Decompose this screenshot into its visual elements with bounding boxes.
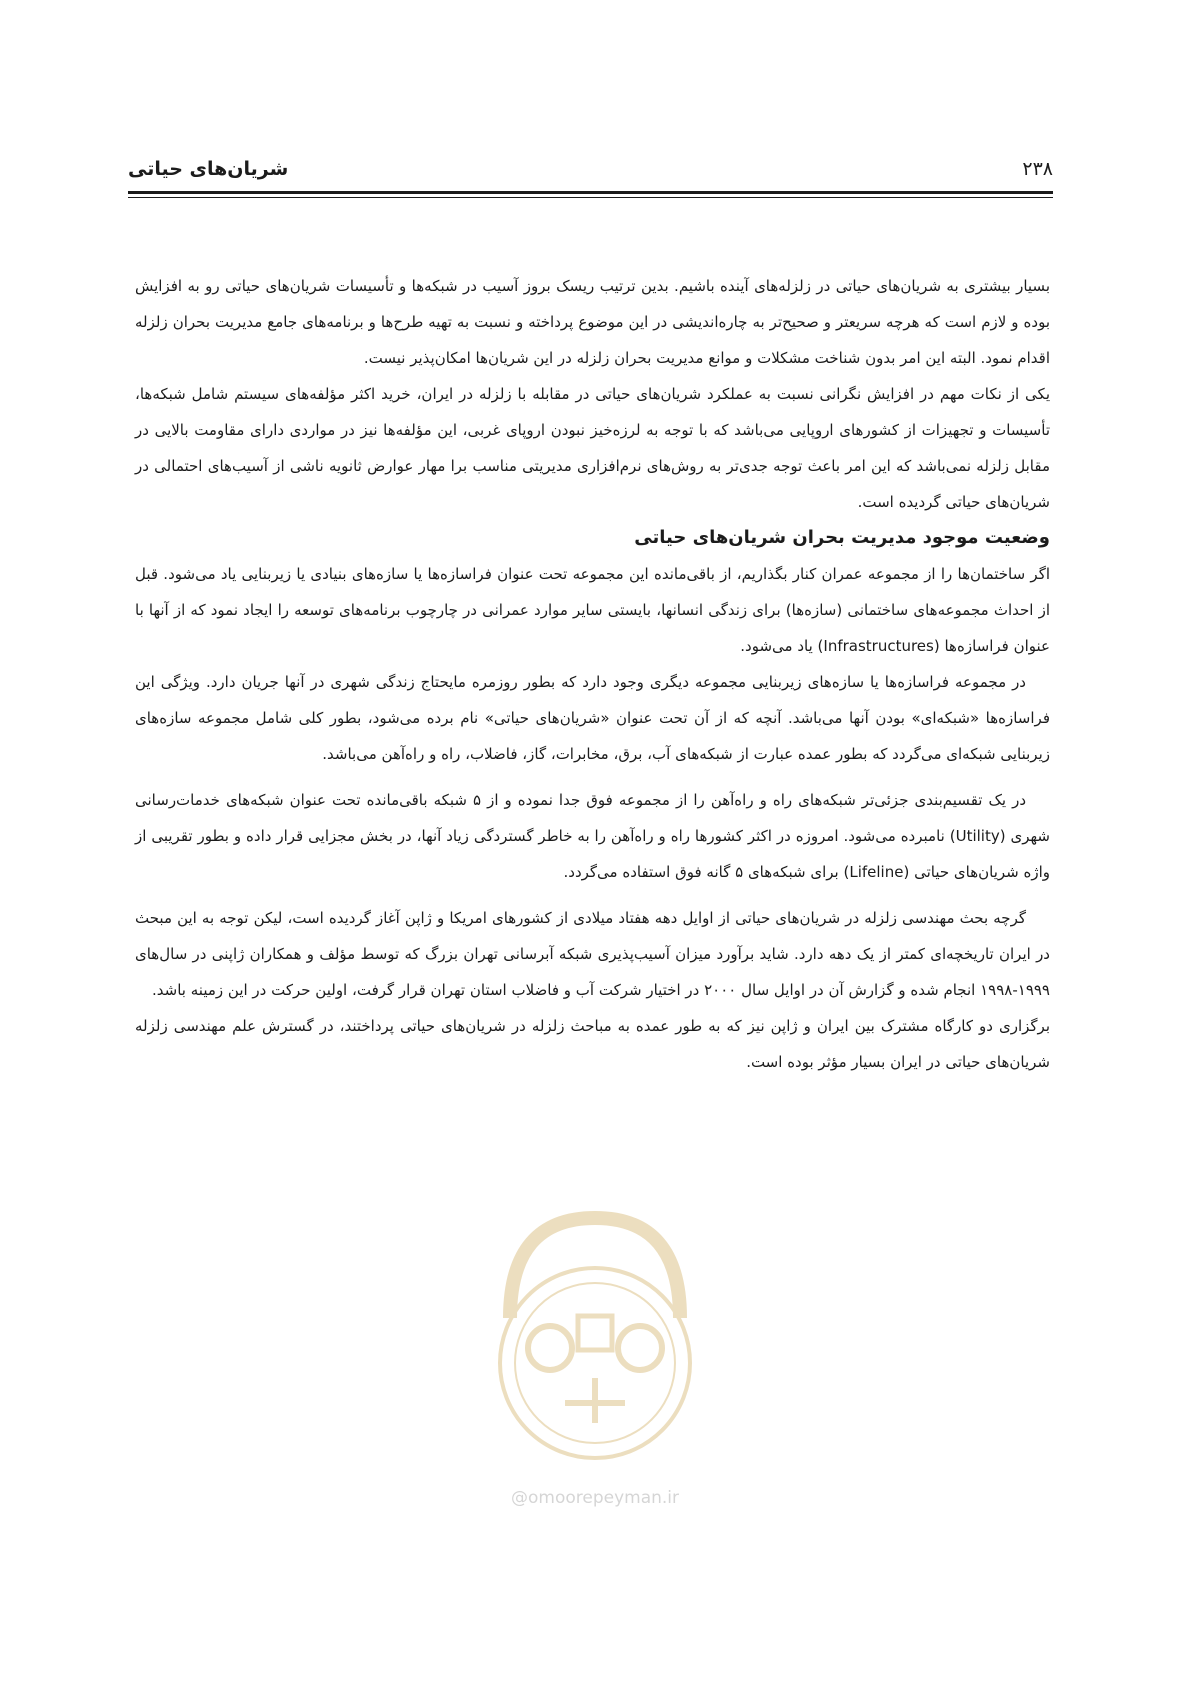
paragraph: بسیار بیشتری به شریان‌های حیاتی در زلزله‌های آینده باشیم. بدین ترتیب ریسک بروز آسیب در شبکه‌ها و تأسیسات شریان‌های حیاتی رو به افزایش بوده و لازم است که هرچه سریعتر و صحیح‌تر به چاره‌اندیشی در این موضوع پرداخته و نسبت به تهیه طرح‌ها و برنامه‌های جامع مدیریت بحران زلزله اقدام نمود. البته این امر بدون شناخت مشکلات و موانع مدیریت بحران زلزله در این شریان‌ها امکان‌پذیر نیست. — [135, 277, 1050, 367]
header-rule-thick — [128, 191, 1053, 194]
paragraph: در یک تقسیم‌بندی جزئی‌تر شبکه‌های راه و راه‌آهن را از مجموعه فوق جدا نموده و از ۵ شبکه باقی‌مانده تحت عنوان شبکه‌های خدمات‌رسانی شهری (Utility) نامبرده می‌شود. امروزه در اکثر کشورها راه و راه‌آهن را به خاطر گستردگی زیاد آنها، در بخش مجزایی قرار داده و بطور تقریبی از واژه شریان‌های حیاتی (Lifeline) برای شبکه‌های ۵ گانه فوق استفاده می‌گردد. — [135, 791, 1050, 881]
paragraph: در مجموعه فراسازه‌ها یا سازه‌های زیربنایی مجموعه دیگری وجود دارد که بطور روزمره مایحتاج زندگی شهری در آنها جریان دارد. ویژگی این فراسازه‌ها «شبکه‌ای» بودن آنها می‌باشد. آنچه که از آن تحت عنوان «شریان‌های حیاتی» نام برده می‌شود، بطور کلی شامل مجموعه سازه‌های زیربنایی شبکه‌ای می‌گردد که بطور عمده عبارت از شبکه‌های آب، برق، مخابرات، گاز، فاضلاب، راه و راه‌آهن می‌باشد. — [135, 673, 1050, 763]
paragraph: برگزاری دو کارگاه مشترک بین ایران و ژاپن نیز که به طور عمده به مباحث زلزله در شریان‌های حیاتی پرداختند، در گسترش علم مهندسی زلزله شریان‌های حیاتی در ایران بسیار مؤثر بوده است. — [135, 1017, 1050, 1071]
paragraph: اگر ساختمان‌ها را از مجموعه عمران کنار بگذاریم، از باقی‌مانده این مجموعه تحت عنوان فراسازه‌ها یا سازه‌های بنیادی یا زیربنایی یاد می‌شود. قبل از احداث مجموعه‌های ساختمانی (سازه‌ها) برای زندگی انسانها، بایستی سایر موارد عمرانی در چارچوب برنامه‌های توسعه را ایجاد نمود که از آنها با عنوان فراسازه‌ها (Infrastructures) یاد می‌شود. — [135, 565, 1050, 655]
watermark-seal — [470, 1198, 720, 1518]
header-title: شریان‌های حیاتی — [128, 158, 289, 180]
paragraph: یکی از نکات مهم در افزایش نگرانی نسبت به عملکرد شریان‌های حیاتی در مقابله با زلزله در ایران، خرید اکثر مؤلفه‌های سیستم شامل شبکه‌ها، تأسیسات و تجهیزات از کشورهای اروپایی می‌باشد که با توجه به لرزه‌خیز نبودن اروپای غربی، این مؤلفه‌ها نیز در مواردی دارای مقاومت بالایی در مقابل زلزله نمی‌باشد که این امر باعث توجه جدی‌تر به روش‌های نرم‌افزاری مدیریتی مناسب برا مهار عوارض ثانویه ناشی از آسیب‌های احتمالی در شریان‌های حیاتی گردیده است. — [135, 385, 1050, 511]
seal-emblem-icon — [470, 1198, 720, 1478]
watermark-site: @omoorepeyman.ir — [510, 1488, 680, 1508]
page-number: ۲۳۸ — [1022, 158, 1053, 180]
header-rule-thin — [128, 197, 1053, 198]
section-heading: وضعیت موجود مدیریت بحران شریان‌های حیاتی — [634, 527, 1050, 548]
paragraph: گرچه بحث مهندسی زلزله در شریان‌های حیاتی از اوایل دهه هفتاد میلادی از کشورهای امریکا و ژاپن آغاز گردیده است، لیکن توجه به این مبحث در ایران تاریخچه‌ای کمتر از یک دهه دارد. شاید برآورد میزان آسیب‌پذیری شبکه آبرسانی تهران بزرگ که توسط مؤلف و همکاران ژاپنی در سال‌های ۱۹۹۹-۱۹۹۸ انجام شده و گزارش آن در اوایل سال ۲۰۰۰ در اختیار شرکت آب و فاضلاب استان تهران قرار گرفت، اولین حرکت در این زمینه باشد. — [135, 909, 1050, 999]
running-header — [128, 150, 1053, 190]
body-text — [135, 268, 1050, 1080]
